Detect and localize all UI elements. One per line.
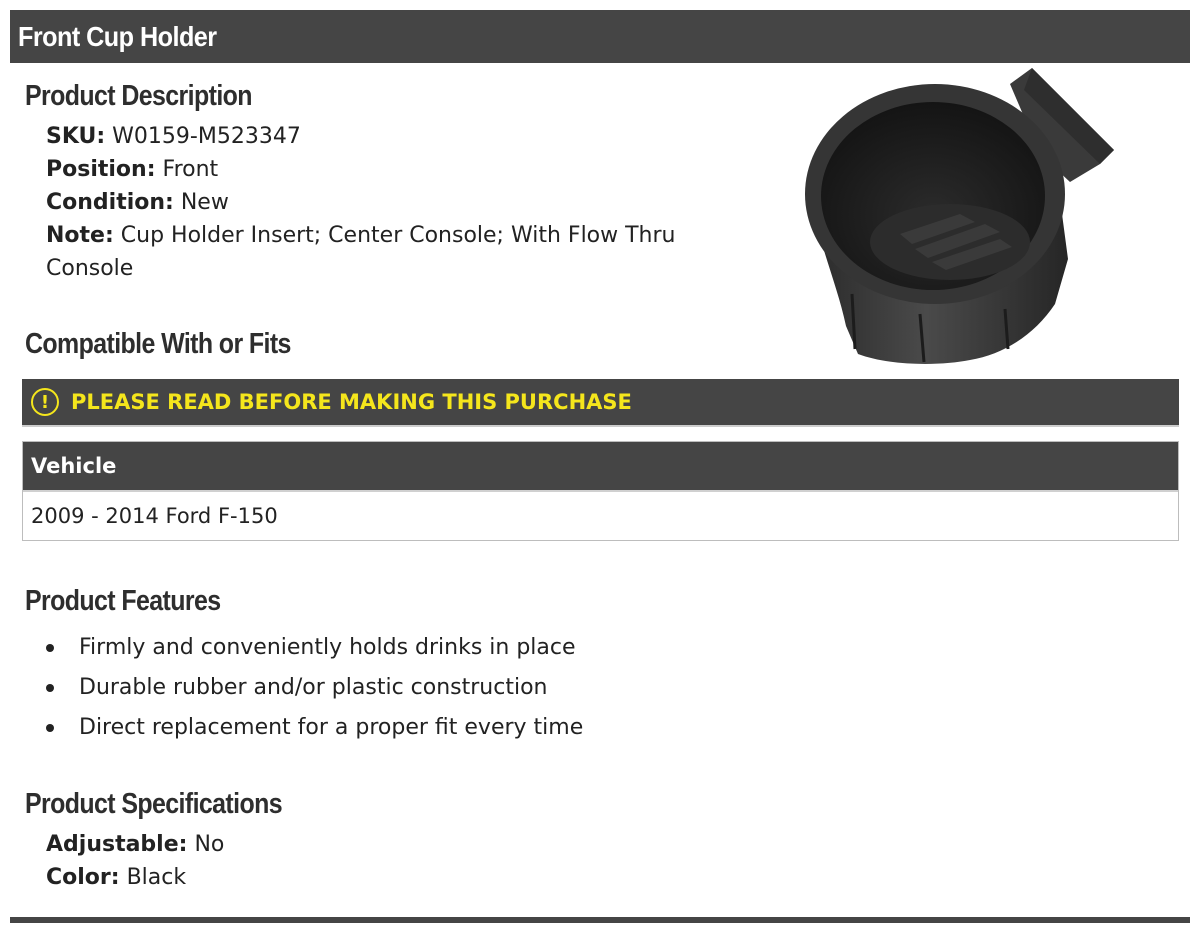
product-image bbox=[800, 64, 1120, 369]
position-field bbox=[46, 153, 726, 186]
compatibility-heading: Compatible With or Fits bbox=[25, 328, 291, 360]
sku-value: W0159-M523347 bbox=[112, 124, 301, 149]
bullet-icon bbox=[46, 724, 54, 732]
vehicle-table bbox=[22, 441, 1179, 541]
color-field bbox=[46, 861, 726, 894]
product-specifications-heading: Product Specifications bbox=[25, 788, 282, 820]
bullet-icon bbox=[46, 644, 54, 652]
feature-text: Direct replacement for a proper fit every time bbox=[79, 715, 584, 740]
adjustable-value: No bbox=[194, 832, 225, 857]
table-row: 2009 - 2014 Ford F-150 bbox=[31, 504, 278, 528]
note-field bbox=[46, 219, 726, 285]
vehicle-column-header: Vehicle bbox=[23, 442, 1178, 492]
condition-field bbox=[46, 186, 726, 219]
position-label: Position: bbox=[46, 157, 156, 182]
bottom-divider bbox=[10, 917, 1190, 923]
purchase-notice bbox=[22, 379, 1179, 427]
exclamation-icon: ! bbox=[31, 388, 59, 416]
bullet-icon bbox=[46, 684, 54, 692]
feature-text: Durable rubber and/or plastic construction bbox=[79, 675, 548, 700]
list-item bbox=[46, 708, 583, 748]
product-specifications-list bbox=[46, 828, 726, 894]
condition-label: Condition: bbox=[46, 190, 174, 215]
product-description-heading: Product Description bbox=[25, 80, 252, 112]
product-description-list bbox=[46, 120, 726, 285]
position-value: Front bbox=[162, 157, 219, 182]
product-features-heading: Product Features bbox=[25, 585, 221, 617]
condition-value: New bbox=[180, 190, 229, 215]
page-title: Front Cup Holder bbox=[18, 20, 217, 52]
feature-text: Firmly and conveniently holds drinks in place bbox=[79, 635, 576, 660]
notice-text: PLEASE READ BEFORE MAKING THIS PURCHASE bbox=[71, 390, 632, 414]
note-value: Cup Holder Insert; Center Console; With Flow Thru Console bbox=[46, 223, 676, 281]
features-list bbox=[46, 628, 583, 748]
list-item bbox=[46, 628, 583, 668]
adjustable-label: Adjustable: bbox=[46, 832, 188, 857]
adjustable-field bbox=[46, 828, 726, 861]
cup-holder-icon bbox=[800, 64, 1120, 369]
sku-field bbox=[46, 120, 726, 153]
sku-label: SKU: bbox=[46, 124, 106, 149]
color-value: Black bbox=[126, 865, 187, 890]
color-label: Color: bbox=[46, 865, 120, 890]
note-label: Note: bbox=[46, 223, 114, 248]
title-bar bbox=[10, 10, 1190, 63]
list-item bbox=[46, 668, 583, 708]
